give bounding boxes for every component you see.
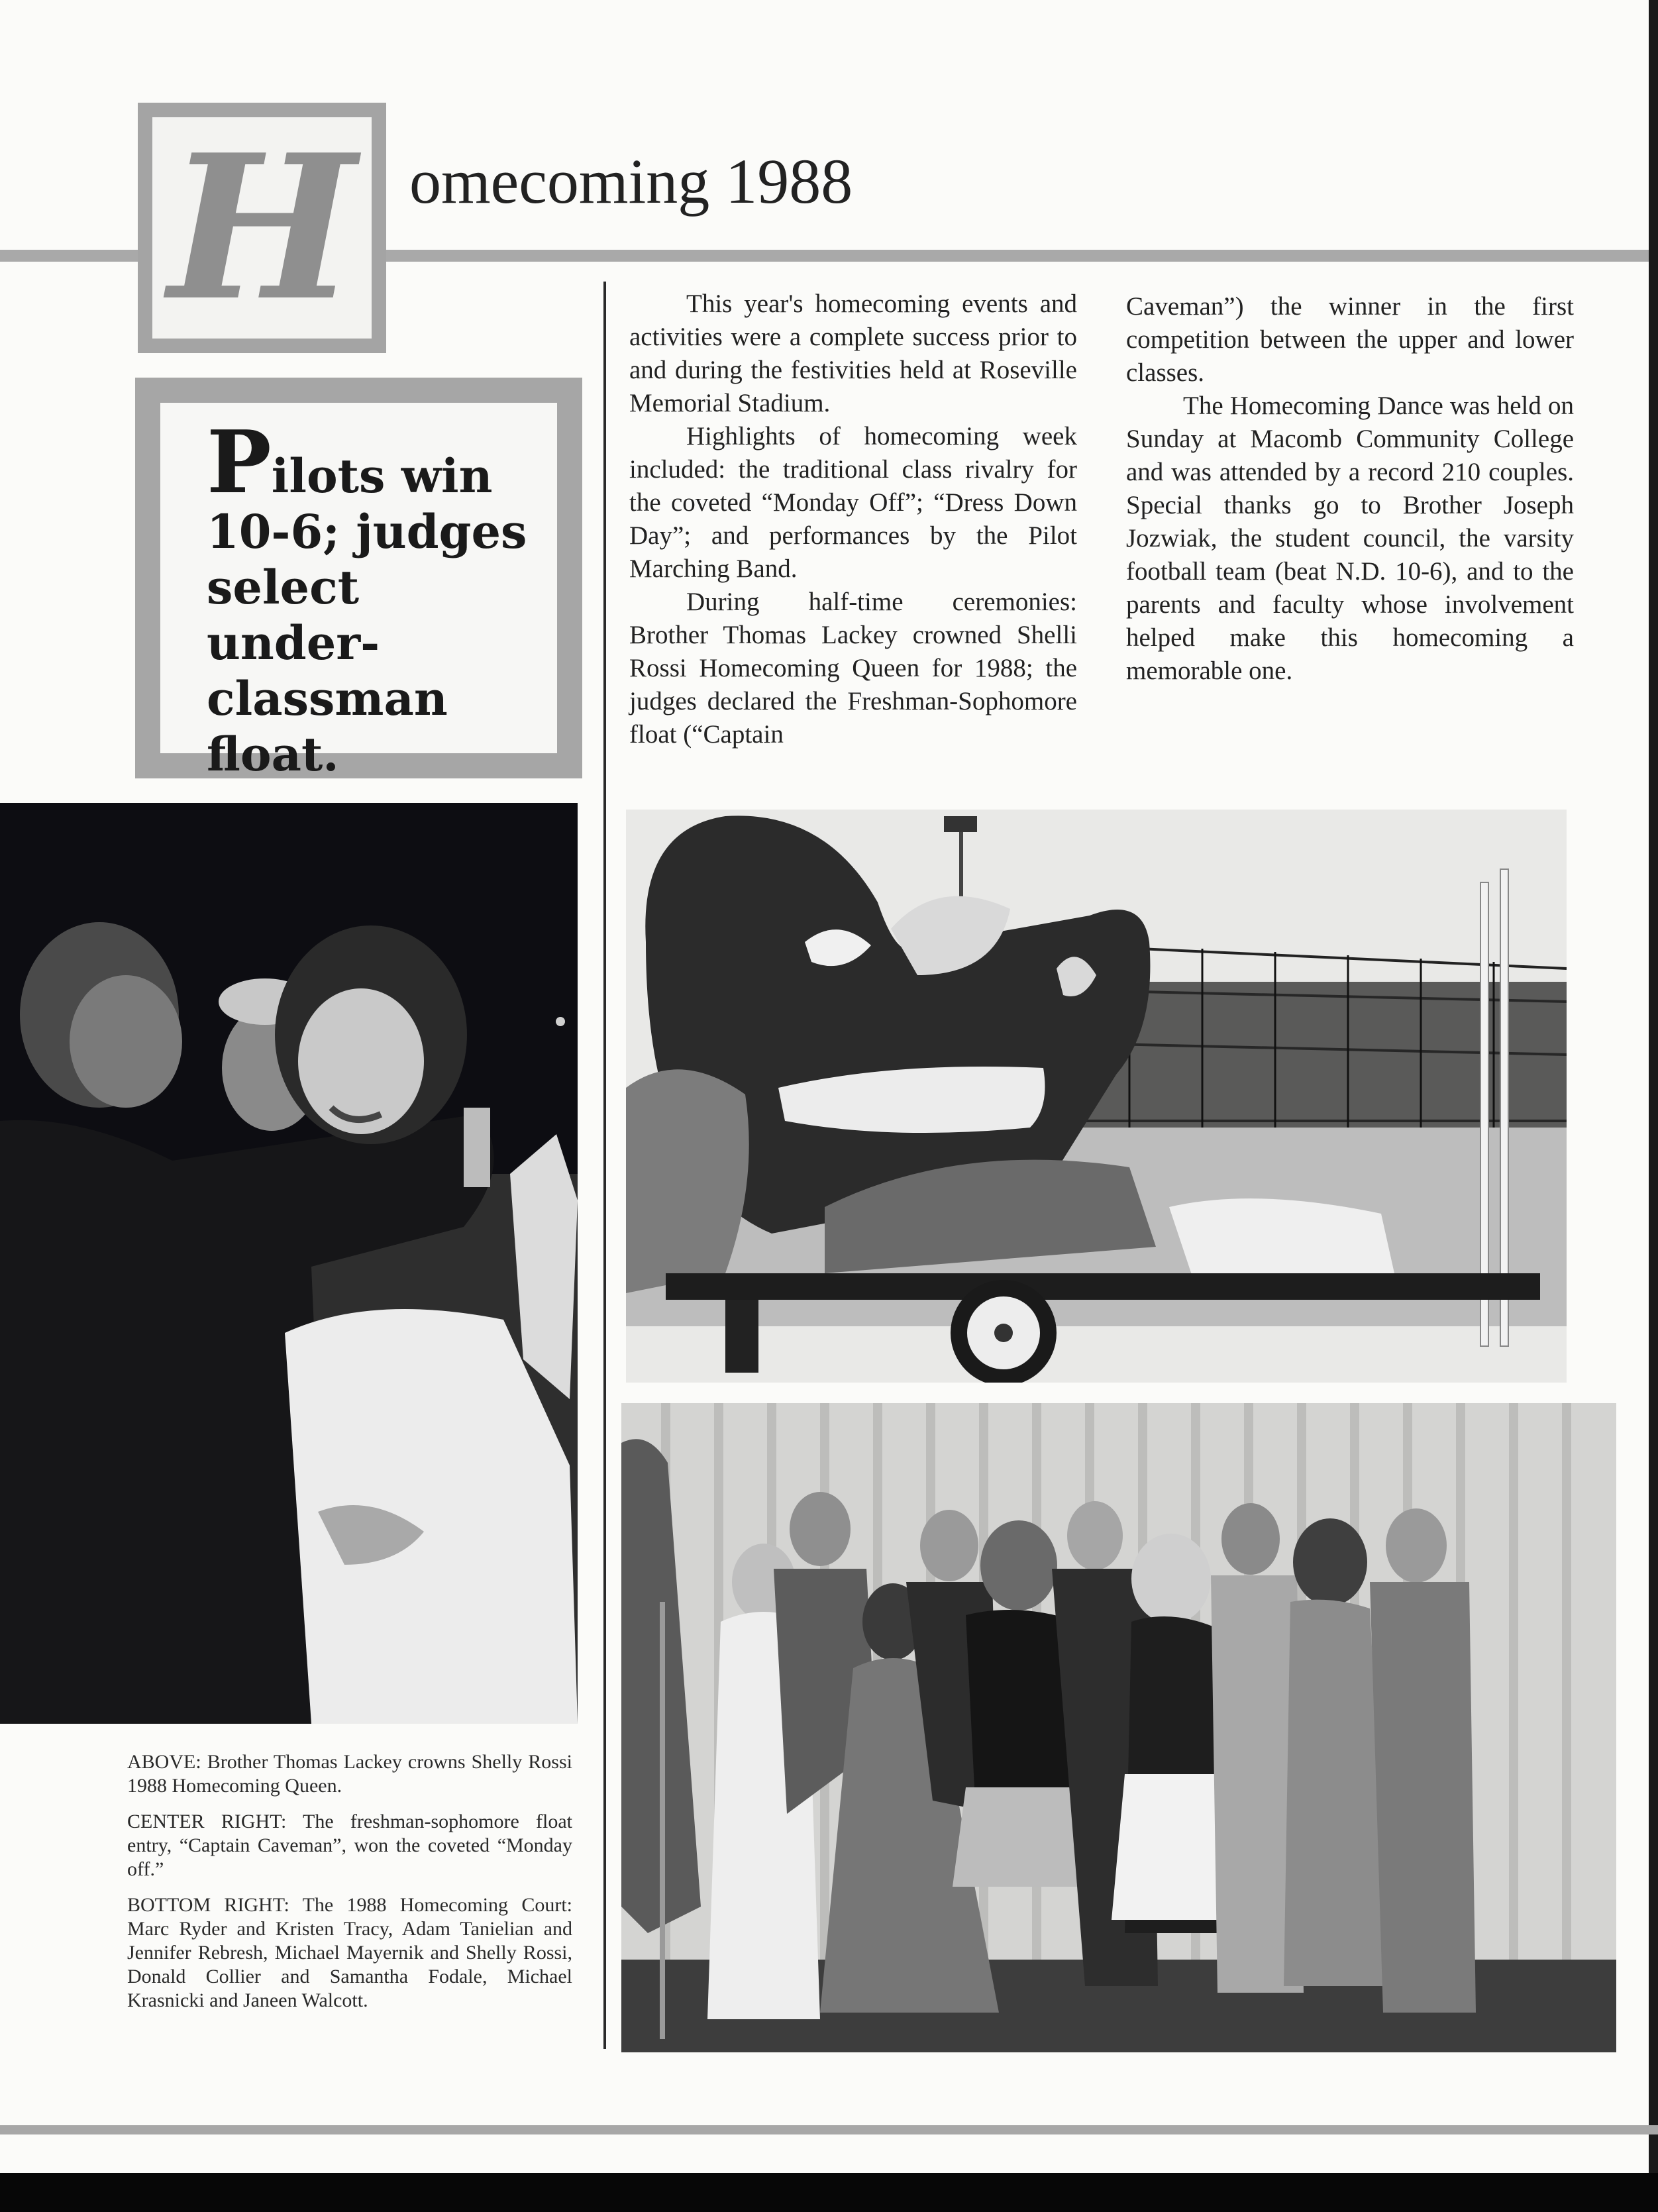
article-paragraph: This year's homecoming events and activities were a complete success prior to and during the festivities held at Roseville Memorial Stadium. <box>629 290 1077 417</box>
article-paragraph: Highlights of homecoming week included: the traditional class rivalry for the coveted “Monday Off”; “Dress Down Day”; and performances by the Pilot Marching Band. <box>629 422 1077 583</box>
headline <box>207 411 535 782</box>
photo-caveman-float <box>626 810 1567 1383</box>
drop-cap-letter: H <box>168 111 356 344</box>
photo-homecoming-court <box>621 1403 1616 2052</box>
caption-bottom-right: BOTTOM RIGHT: The 1988 Homecoming Court: Marc Ryder and Kristen Tracy, Adam Tanielian and Jennifer Rebresh, Michael Mayernik and Shelly Rossi, Donald Collier and Samantha Fodale, Michael Krasnicki and Janeen Walcott. <box>127 1894 572 2011</box>
photo-captions <box>127 1750 572 2025</box>
footer-rule <box>0 2125 1658 2134</box>
headline-text: ilots win 10-6; judges select under-classman float. <box>207 448 527 782</box>
article-paragraph: During half-time ceremonies: Brother Thomas Lackey crowned Shelli Rossi Homecoming Queen for 1988; the judges declared the Freshman-Sophomore float (“Captain <box>629 588 1077 749</box>
headline-box <box>135 378 582 782</box>
drop-cap-inner <box>152 111 372 344</box>
page-edge <box>1649 0 1658 2212</box>
caption-above: ABOVE: Brother Thomas Lackey crowns Shelly Rossi 1988 Homecoming Queen. <box>127 1751 572 1797</box>
article-paragraph: Caveman”) the winner in the first competition between the upper and lower classes. <box>1126 292 1574 387</box>
headline-first-letter: P <box>207 411 272 513</box>
caption-center-right: CENTER RIGHT: The freshman-sophomore float entry, “Captain Caveman”, won the coveted “Monday off.” <box>127 1811 572 1880</box>
headline-inner <box>160 403 557 782</box>
article-column-2 <box>1126 290 1574 688</box>
article-column-1 <box>629 288 1077 751</box>
scan-border <box>0 2173 1658 2212</box>
column-divider <box>603 282 606 2049</box>
photo-crowning-queen <box>0 803 578 1724</box>
page-title: omecoming 1988 <box>409 146 853 217</box>
article-paragraph: The Homecoming Dance was held on Sunday at Macomb Community College and was attended by a record 210 couples. Special thanks go to Brother Joseph Jozwiak, the student council, the varsity football team (beat N.D. 10-6), and to the parents and faculty whose involvement helped make this homecoming a memorable one. <box>1126 392 1574 685</box>
drop-cap-box <box>138 103 386 353</box>
